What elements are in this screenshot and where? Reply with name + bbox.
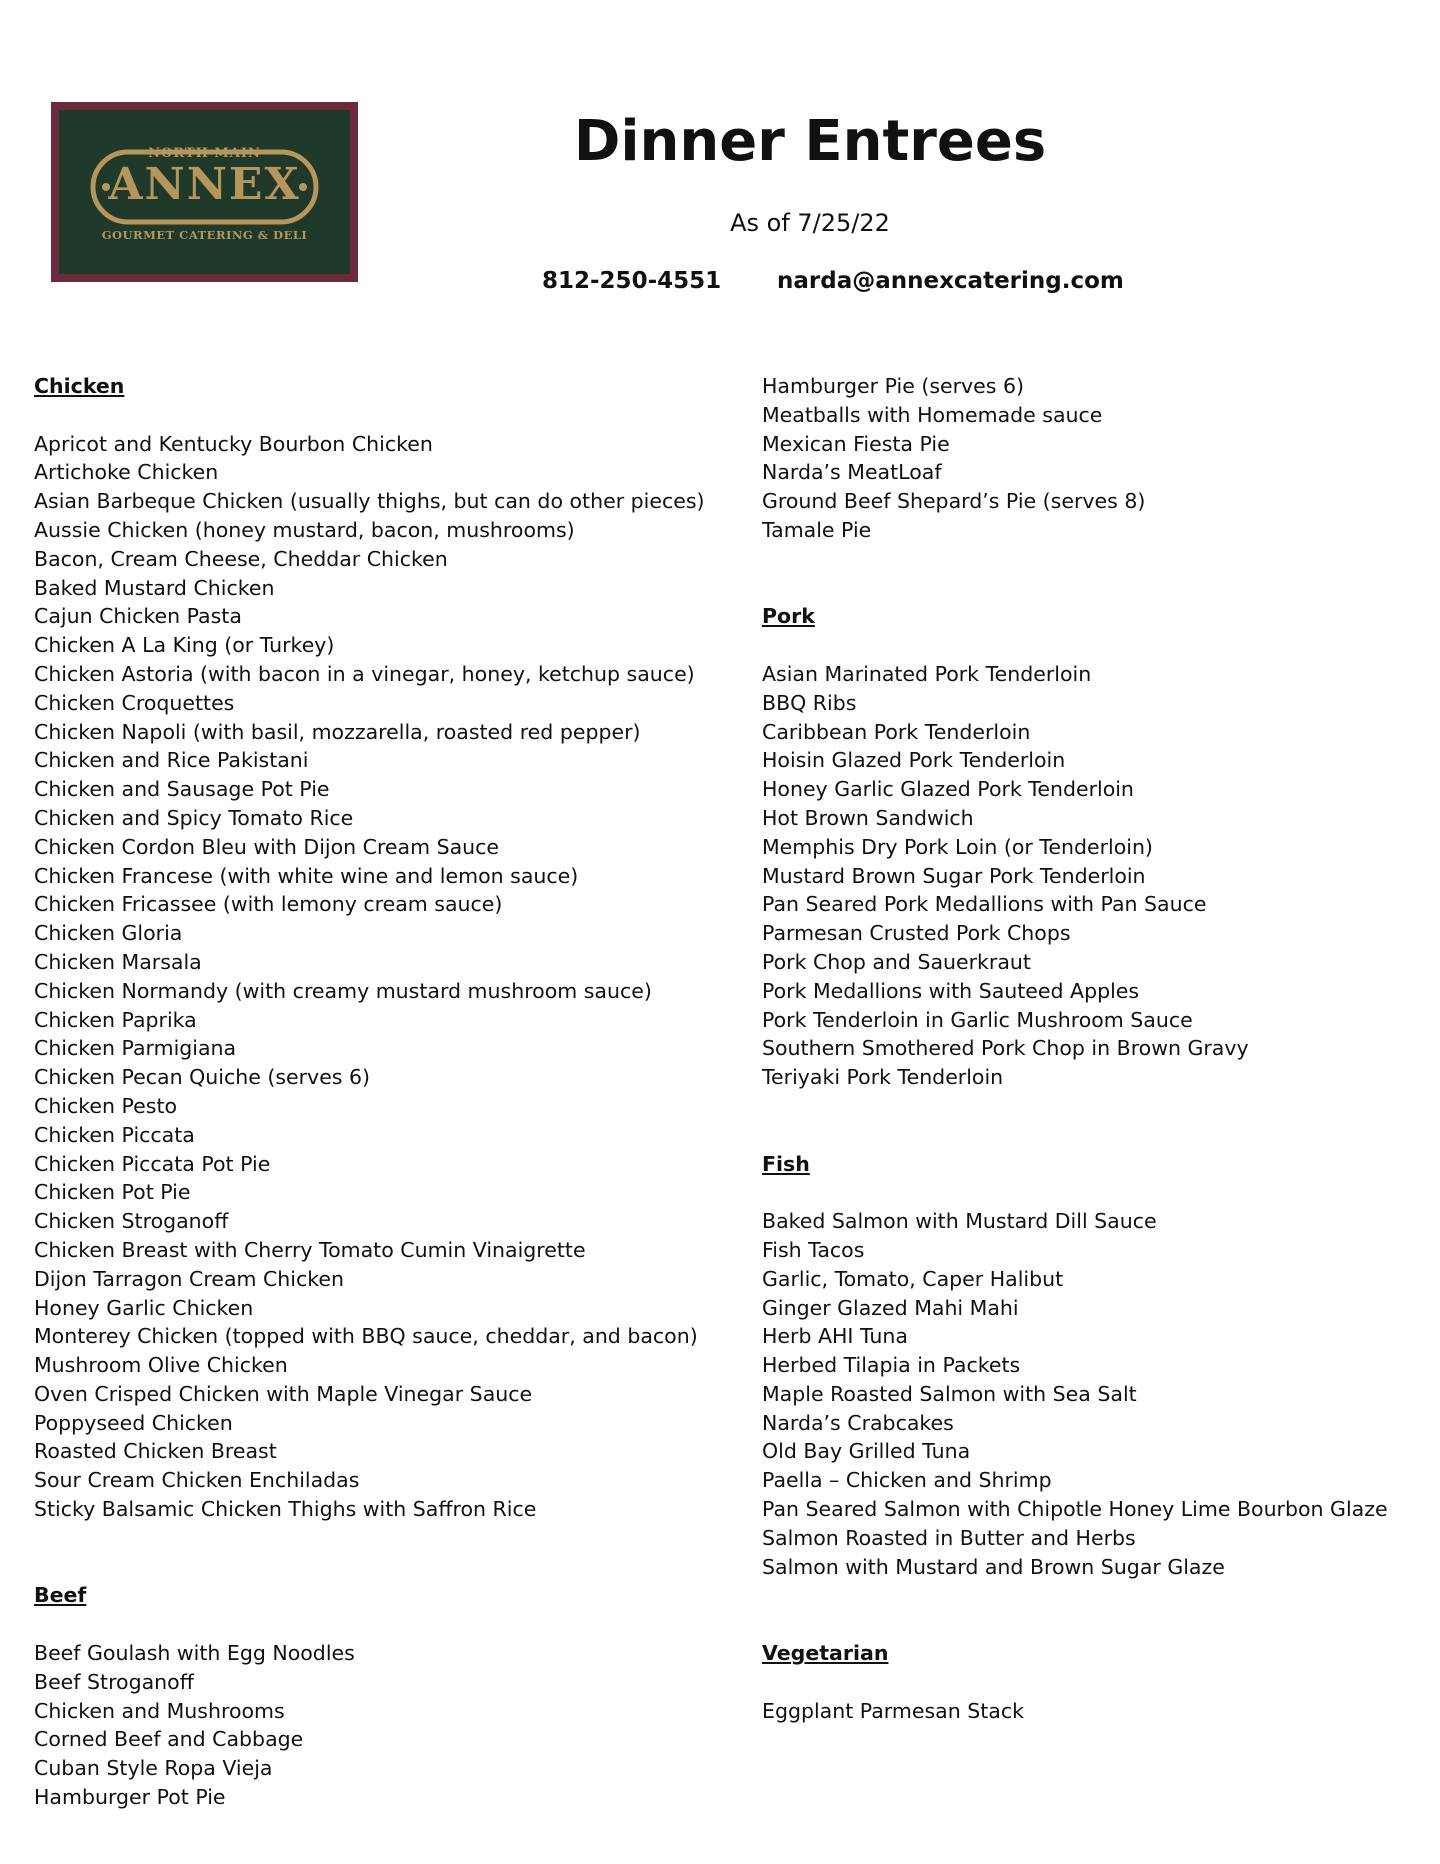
menu-item: Herbed Tilapia in Packets (762, 1353, 1021, 1378)
menu-item: Chicken Piccata (34, 1122, 195, 1147)
section-heading-beef: Beef (34, 1583, 87, 1608)
menu-item: Chicken Marsala (34, 949, 202, 974)
section-heading-vegetarian: Vegetarian (762, 1641, 889, 1666)
section-heading-chicken: Chicken (34, 374, 125, 398)
menu-item: Poppyseed Chicken (34, 1410, 233, 1435)
menu-item: Caribbean Pork Tenderloin (762, 719, 1031, 744)
menu-item: BBQ Ribs (762, 690, 857, 715)
menu-item: Honey Garlic Chicken (34, 1295, 254, 1320)
menu-item: Corned Beef and Cabbage (34, 1727, 304, 1752)
menu-item: Chicken Paprika (34, 1007, 197, 1032)
menu-item: Baked Mustard Chicken (34, 575, 275, 600)
menu-item: Chicken Pecan Quiche (serves 6) (34, 1065, 371, 1090)
menu-item: Beef Stroganoff (34, 1669, 194, 1694)
email-address: narda@annexcatering.com (777, 268, 1124, 294)
menu-item: Apricot and Kentucky Bourbon Chicken (34, 431, 433, 456)
menu-item: Oven Crisped Chicken with Maple Vinegar Sauce (34, 1381, 533, 1406)
menu-item: Hoisin Glazed Pork Tenderloin (762, 748, 1066, 773)
logo-top-text: NORTH MAIN (148, 146, 261, 161)
menu-item: Tamale Pie (762, 517, 872, 542)
menu-item: Bacon, Cream Cheese, Cheddar Chicken (34, 546, 448, 571)
beef-list-continued (762, 372, 1388, 545)
section-heading-fish: Fish (762, 1151, 810, 1176)
menu-item: Chicken Stroganoff (34, 1209, 229, 1234)
vegetarian-list (762, 1697, 1388, 1726)
menu-item: Chicken and Mushrooms (34, 1698, 285, 1723)
menu-item: Cajun Chicken Pasta (34, 604, 242, 629)
menu-item: Teriyaki Pork Tenderloin (762, 1065, 1004, 1090)
menu-item: Eggplant Parmesan Stack (762, 1698, 1024, 1723)
as-of-date: As of 7/25/22 (730, 209, 890, 237)
menu-item: Old Bay Grilled Tuna (762, 1439, 971, 1464)
logo-bottom-text: GOURMET CATERING & DELI (101, 228, 308, 242)
menu-item: Chicken Napoli (with basil, mozzarella, roasted red pepper) (34, 719, 641, 744)
pork-list (762, 660, 1388, 1092)
menu-item: Mushroom Olive Chicken (34, 1353, 288, 1378)
menu-item: Pan Seared Pork Medallions with Pan Sauce (762, 892, 1207, 917)
menu-item: Paella – Chicken and Shrimp (762, 1468, 1052, 1493)
menu-item: Hamburger Pie (serves 6) (762, 374, 1025, 398)
fish-list (762, 1207, 1388, 1581)
menu-item: Narda’s MeatLoaf (762, 460, 942, 485)
section-heading-pork: Pork (762, 604, 815, 629)
menu-item: Cuban Style Ropa Vieja (34, 1756, 273, 1781)
menu-item: Garlic, Tomato, Caper Halibut (762, 1266, 1064, 1291)
menu-item: Memphis Dry Pork Loin (or Tenderloin) (762, 834, 1153, 859)
menu-item: Pork Medallions with Sauteed Apples (762, 978, 1140, 1003)
page-title: Dinner Entrees (573, 109, 1047, 174)
menu-item: Parmesan Crusted Pork Chops (762, 921, 1071, 946)
menu-item: Maple Roasted Salmon with Sea Salt (762, 1381, 1137, 1406)
menu-item: Chicken and Spicy Tomato Rice (34, 805, 354, 830)
menu-item: Chicken Gloria (34, 921, 183, 946)
menu-item: Narda’s Crabcakes (762, 1410, 954, 1435)
menu-item: Salmon Roasted in Butter and Herbs (762, 1525, 1136, 1550)
menu-item: Asian Marinated Pork Tenderloin (762, 661, 1092, 686)
menu-item: Chicken Parmigiana (34, 1036, 237, 1061)
menu-item: Pork Tenderloin in Garlic Mushroom Sauce (762, 1007, 1193, 1032)
menu-item: Chicken Francese (with white wine and lemon sauce) (34, 863, 579, 888)
menu-item: Pork Chop and Sauerkraut (762, 949, 1031, 974)
menu-item: Herb AHI Tuna (762, 1324, 908, 1349)
menu-item: Pan Seared Salmon with Chipotle Honey Lime Bourbon Glaze (762, 1497, 1388, 1522)
right-column (762, 372, 1388, 1725)
menu-item: Beef Goulash with Egg Noodles (34, 1641, 355, 1666)
menu-item: Chicken Fricassee (with lemony cream sauce) (34, 892, 503, 917)
menu-item: Chicken Astoria (with bacon in a vinegar, honey, ketchup sauce) (34, 661, 695, 686)
menu-item: Chicken Pot Pie (34, 1180, 191, 1205)
menu-item: Southern Smothered Pork Chop in Brown Gravy (762, 1036, 1249, 1061)
menu-item: Dijon Tarragon Cream Chicken (34, 1266, 345, 1291)
beef-list (34, 1639, 705, 1812)
menu-item: Monterey Chicken (topped with BBQ sauce, cheddar, and bacon) (34, 1324, 698, 1349)
menu-item: Chicken and Rice Pakistani (34, 748, 309, 773)
menu-item: Hamburger Pot Pie (34, 1785, 226, 1810)
phone-number: 812-250-4551 (542, 268, 722, 294)
menu-item: Sour Cream Chicken Enchiladas (34, 1468, 360, 1493)
menu-item: Chicken Croquettes (34, 690, 235, 715)
logo-main-text: ANNEX (108, 159, 301, 210)
menu-item: Aussie Chicken (honey mustard, bacon, mushrooms) (34, 517, 575, 542)
menu-item: Chicken Pesto (34, 1093, 178, 1118)
left-column (34, 372, 705, 1812)
menu-item: Roasted Chicken Breast (34, 1439, 277, 1464)
menu-item: Honey Garlic Glazed Pork Tenderloin (762, 777, 1134, 802)
menu-item: Baked Salmon with Mustard Dill Sauce (762, 1209, 1157, 1234)
menu-item: Meatballs with Homemade sauce (762, 402, 1103, 427)
menu-item: Fish Tacos (762, 1237, 865, 1262)
menu-item: Chicken and Sausage Pot Pie (34, 777, 330, 802)
menu-item: Chicken A La King (or Turkey) (34, 633, 335, 658)
menu-item: Salmon with Mustard and Brown Sugar Glaze (762, 1554, 1225, 1579)
menu-item: Artichoke Chicken (34, 460, 219, 485)
menu-item: Chicken Breast with Cherry Tomato Cumin Vinaigrette (34, 1237, 586, 1262)
menu-item: Mexican Fiesta Pie (762, 431, 950, 456)
menu-item: Chicken Normandy (with creamy mustard mushroom sauce) (34, 978, 652, 1003)
menu-item: Ground Beef Shepard’s Pie (serves 8) (762, 489, 1146, 514)
menu-item: Chicken Cordon Bleu with Dijon Cream Sauce (34, 834, 500, 859)
menu-item: Sticky Balsamic Chicken Thighs with Saffron Rice (34, 1497, 537, 1522)
menu-item: Chicken Piccata Pot Pie (34, 1151, 271, 1176)
menu-item: Ginger Glazed Mahi Mahi (762, 1295, 1019, 1320)
menu-item: Hot Brown Sandwich (762, 805, 974, 830)
chicken-list (34, 430, 705, 1524)
menu-item: Mustard Brown Sugar Pork Tenderloin (762, 863, 1146, 888)
menu-item: Asian Barbeque Chicken (usually thighs, but can do other pieces) (34, 489, 705, 514)
